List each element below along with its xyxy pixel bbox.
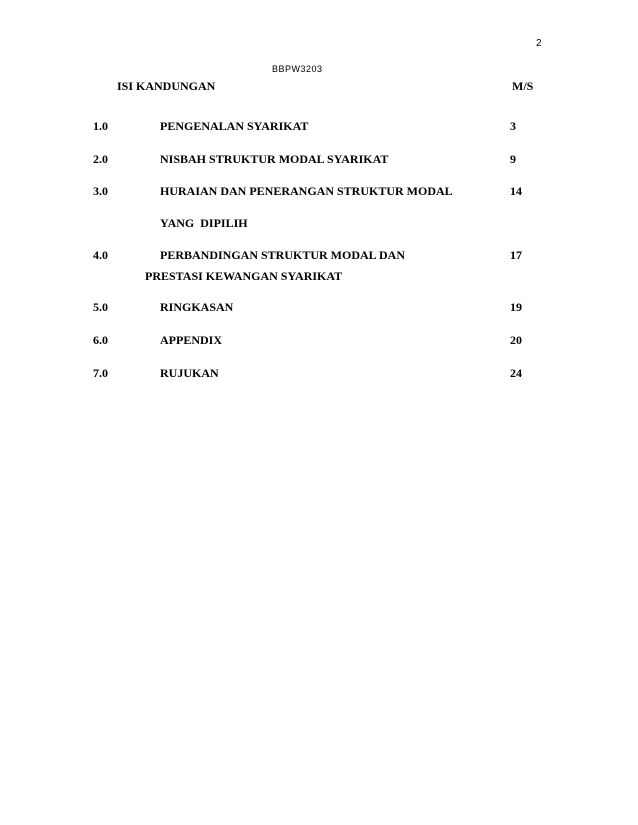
toc-entry-title: PENGENALAN SYARIKAT: [160, 119, 309, 133]
toc-entry-number: 6.0: [93, 333, 108, 347]
toc-page-column-heading: M/S: [512, 79, 534, 93]
toc-entry-page: 19: [510, 300, 522, 314]
toc-entry-page: 14: [510, 184, 522, 198]
toc-entry-title-continuation: PRESTASI KEWANGAN SYARIKAT: [145, 269, 343, 283]
toc-entry-title: PERBANDINGAN STRUKTUR MODAL DAN: [160, 248, 406, 262]
toc-entry-page: 24: [510, 366, 522, 380]
toc-entry-number: 3.0: [93, 184, 108, 198]
toc-entry-title: HURAIAN DAN PENERANGAN STRUKTUR MODAL: [160, 184, 453, 198]
toc-entry-title-continuation: YANG DIPILIH: [160, 216, 248, 230]
toc-entry-page: 20: [510, 333, 522, 347]
toc-entry-title: RUJUKAN: [160, 366, 219, 380]
toc-entry-number: 2.0: [93, 152, 108, 166]
page-number: 2: [536, 38, 542, 49]
toc-entry-number: 7.0: [93, 366, 108, 380]
toc-heading: ISI KANDUNGAN: [117, 79, 216, 93]
toc-entry-title: APPENDIX: [160, 333, 222, 347]
toc-entry-page: 17: [510, 248, 522, 262]
course-code: BBPW3203: [272, 64, 323, 74]
toc-entry-title: RINGKASAN: [160, 300, 234, 314]
toc-entry-title: NISBAH STRUKTUR MODAL SYARIKAT: [160, 152, 389, 166]
toc-entry-number: 4.0: [93, 248, 108, 262]
toc-entry-number: 1.0: [93, 119, 108, 133]
toc-entry-number: 5.0: [93, 300, 108, 314]
toc-entry-page: 3: [510, 119, 516, 133]
toc-entry-page: 9: [510, 152, 516, 166]
